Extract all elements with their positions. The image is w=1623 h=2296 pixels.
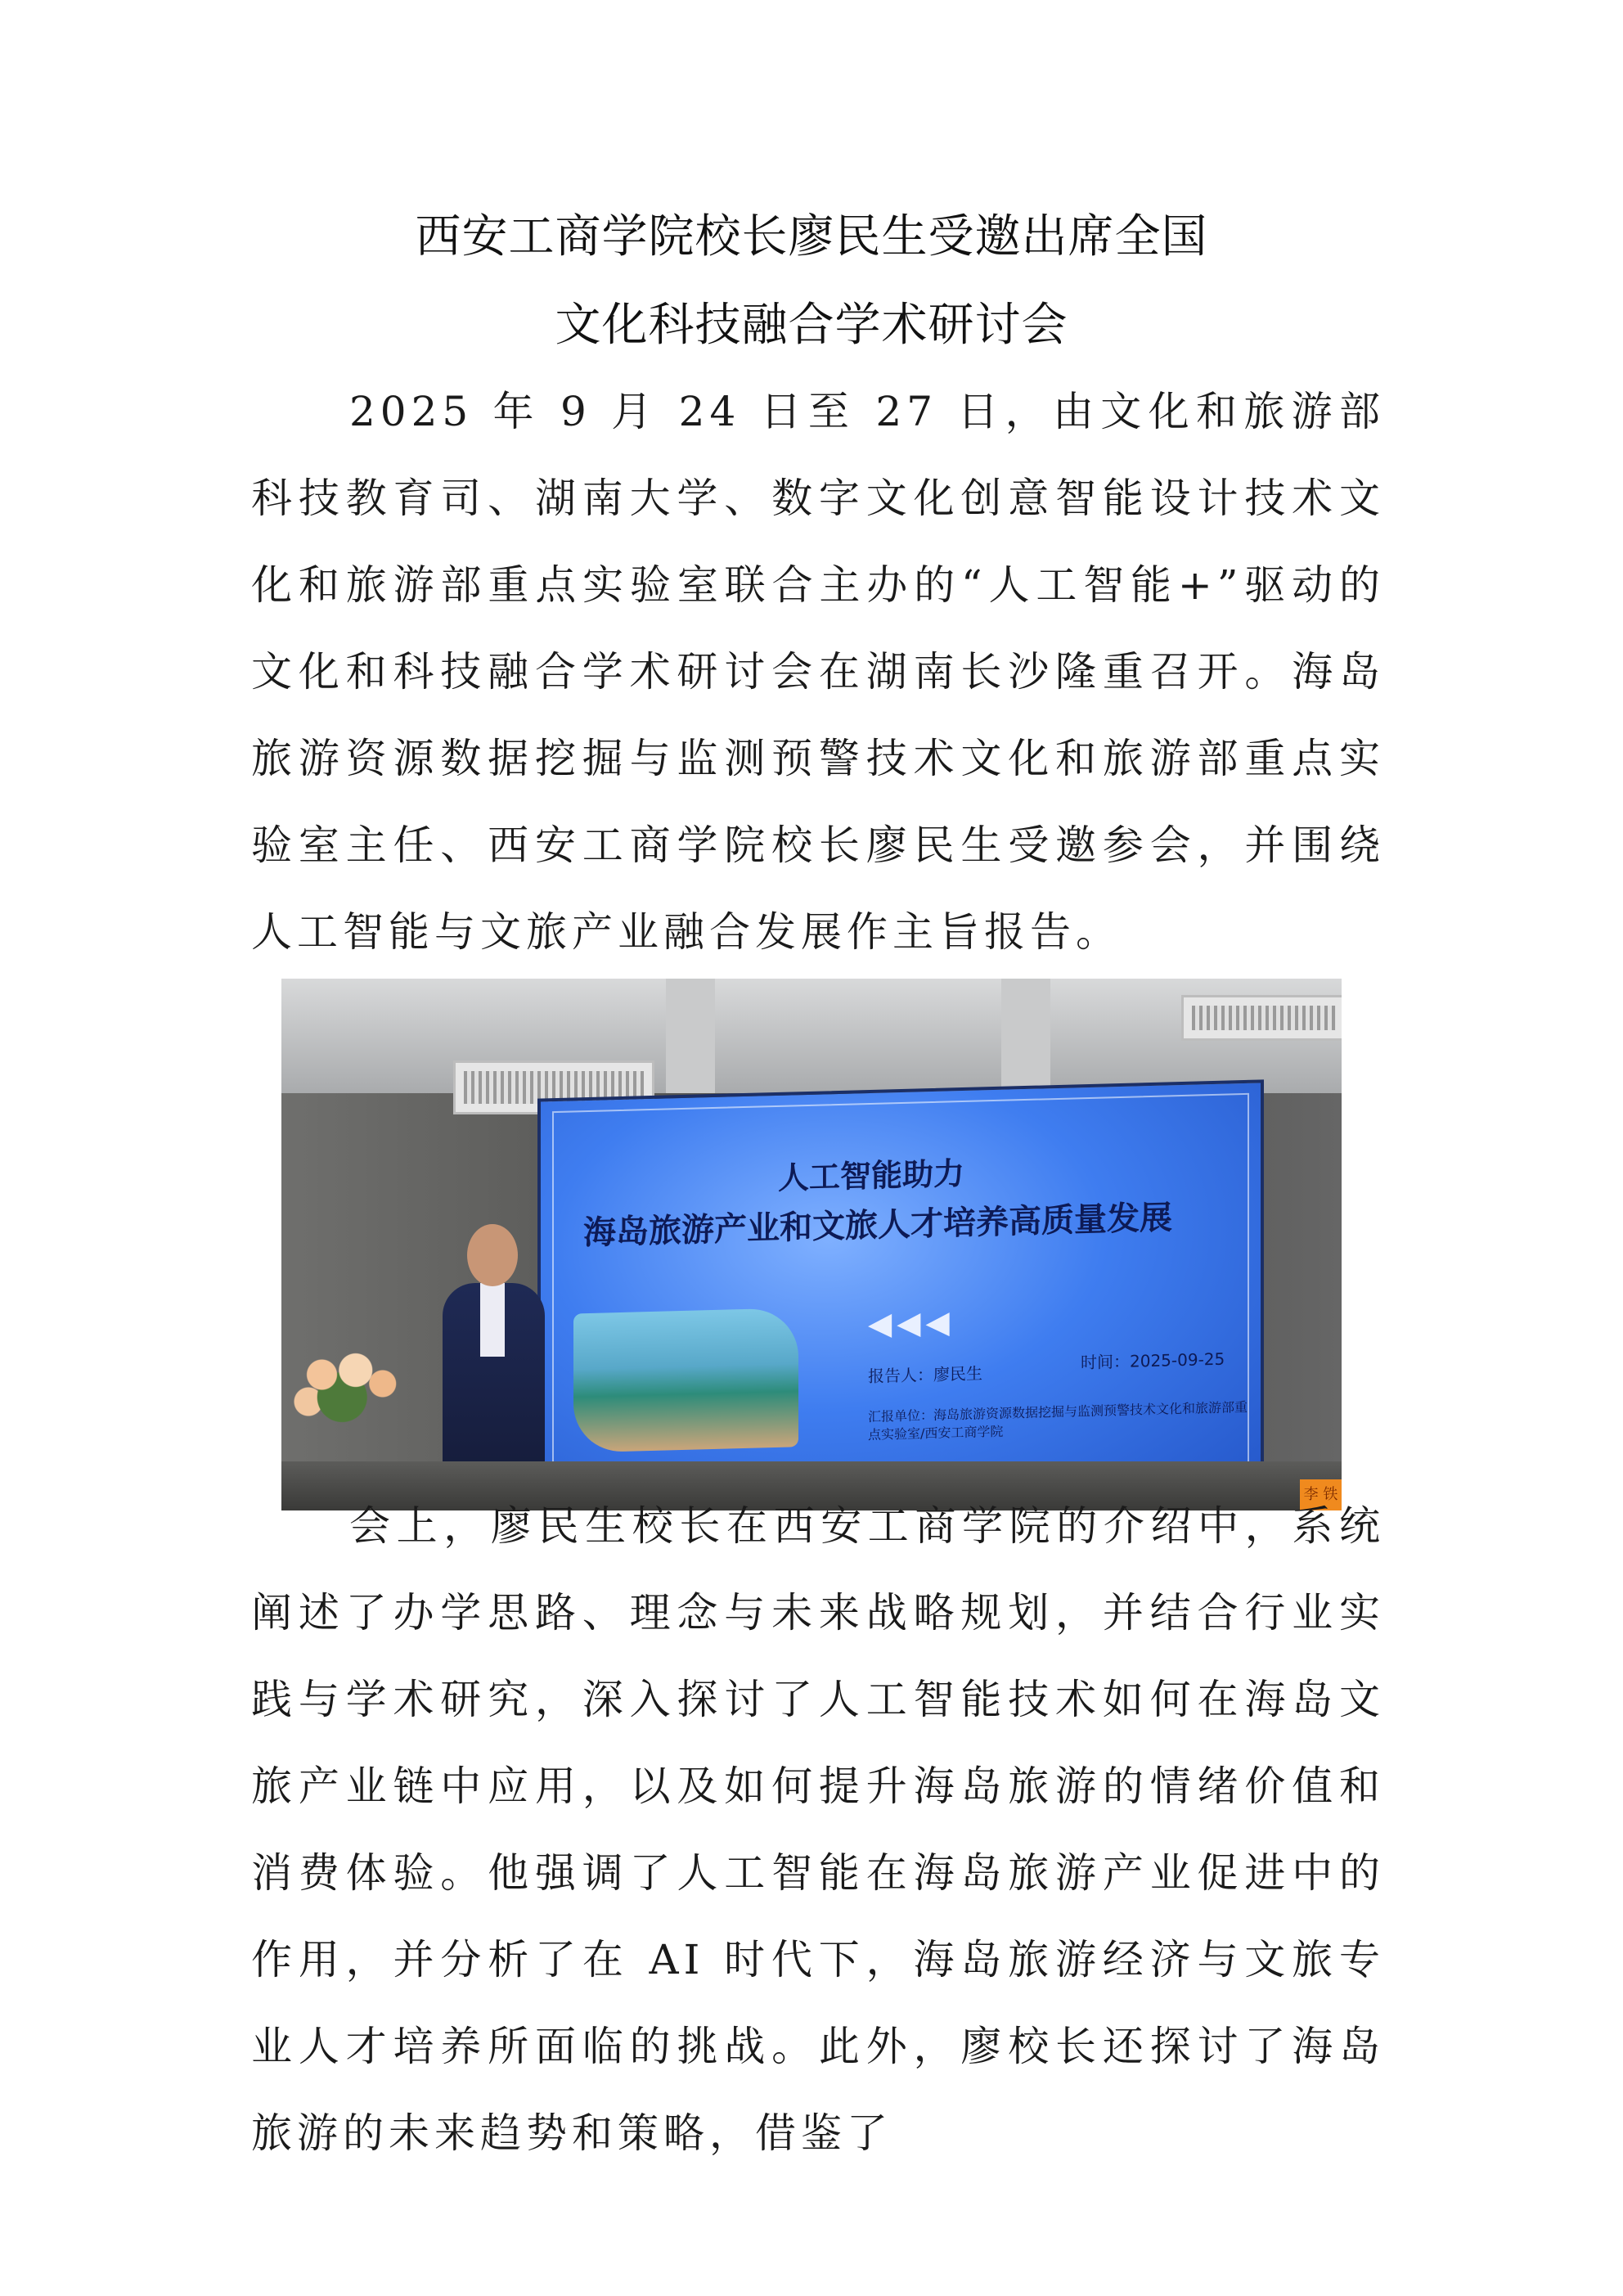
ceiling-beam xyxy=(666,979,715,1101)
screen-date: 时间：2025-09-25 xyxy=(1081,1348,1225,1373)
flower-arrangement xyxy=(281,1339,416,1429)
screen-unit: 汇报单位：海岛旅游资源数据挖掘与监测预警技术文化和旅游部重点实验室/西安工商学院 xyxy=(868,1398,1248,1443)
screen-title-1: 人工智能助力 xyxy=(778,1155,965,1196)
article-title-line1: 西安工商学院校长廖民生受邀出席全国 xyxy=(415,210,1208,263)
paragraph-1: 2025 年 9 月 24 日至 27 日，由文化和旅游部科技教育司、湖南大学、数字文化创意智能设计技术文化和旅游部重点实验室联合主办的“人工智能+”驱动的文化和科技融合学术研讨会在湖南长沙隆重召开。海岛旅游资源数据挖掘与监测预警技术文化和旅游部重点实验室主任、西安工商学院校长廖民生受邀参会，并围绕人工智能与文旅产业融合发展作主旨报告。 xyxy=(251,388,1385,956)
screen-title-2: 海岛旅游产业和文旅人才培养高质量发展 xyxy=(583,1199,1172,1253)
screen-arrows: ◀◀◀ xyxy=(868,1303,955,1343)
presentation-screen xyxy=(537,1079,1264,1510)
speaker-head xyxy=(467,1224,518,1286)
screen-reporter: 报告人：廖民生 xyxy=(868,1363,982,1387)
ceiling-beam xyxy=(1001,979,1050,1101)
speaker-shirt xyxy=(480,1283,505,1357)
paragraph-2: 会上，廖民生校长在西安工商学院的介绍中，系统阐述了办学思路、理念与未来战略规划，并结合行业实践与学术研究，深入探讨了人工智能技术如何在海岛文旅产业链中应用，以及如何提升海岛旅游的情绪价值和消费体验。他强调了人工智能在海岛旅游产业促进中的作用，并分析了在 AI 时代下，海岛旅游经济与文旅专业人才培养所面临的挑战。此外，廖校长还探讨了海岛旅游的未来趋势和策略，借鉴了 xyxy=(251,1502,1385,2157)
island-image xyxy=(573,1308,798,1452)
article-title-line2: 文化科技融合学术研讨会 xyxy=(555,299,1068,352)
nameplate: 李 铁 xyxy=(1300,1479,1342,1510)
air-conditioner xyxy=(1181,995,1342,1041)
conference-photo xyxy=(281,979,1342,1510)
